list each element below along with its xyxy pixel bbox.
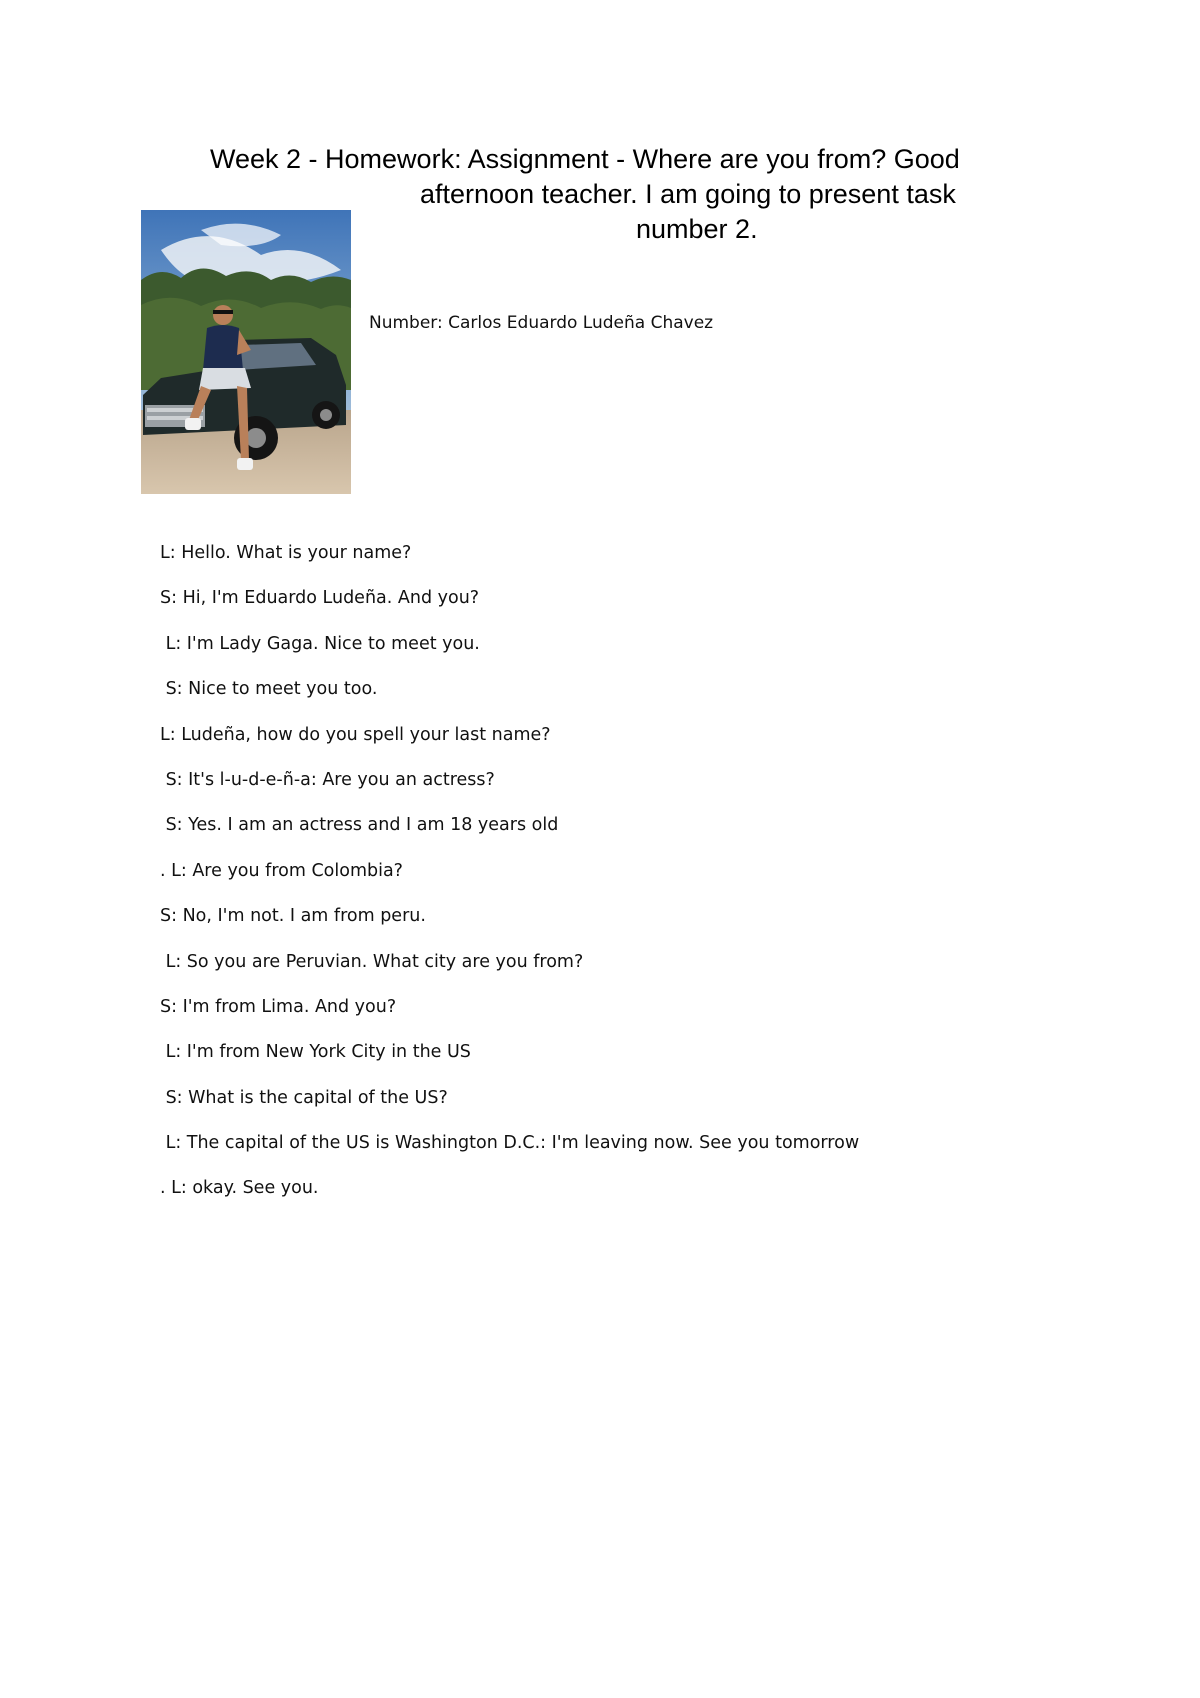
dialogue-line: L: So you are Peruvian. What city are you from? — [160, 951, 584, 972]
title-line-1: Week 2 - Homework: Assignment - Where are you from? Good — [210, 144, 960, 174]
dialogue-line: S: Hi, I'm Eduardo Ludeña. And you? — [160, 588, 480, 609]
title-line-3: number 2. — [636, 214, 758, 244]
dialogue-line: S: Nice to meet you too. — [160, 679, 378, 700]
person-on-truck-photo — [141, 210, 351, 494]
dialogue-line: S: I'm from Lima. And you? — [160, 996, 397, 1017]
dialogue-line: . L: Are you from Colombia? — [160, 860, 403, 881]
dialogue-line: L: Hello. What is your name? — [160, 543, 412, 563]
student-name: Number: Carlos Eduardo Ludeña Chavez — [369, 313, 714, 333]
dialogue-line: S: Yes. I am an actress and I am 18 years old — [160, 815, 559, 836]
photo-illustration — [141, 210, 351, 494]
dialogue-line: L: I'm from New York City in the US — [160, 1042, 471, 1063]
title-line-2: afternoon teacher. I am going to present task — [420, 179, 956, 209]
dialogue-line: S: What is the capital of the US? — [160, 1087, 448, 1108]
dialogue-line: S: No, I'm not. I am from peru. — [160, 906, 426, 927]
dialogue-line: L: Ludeña, how do you spell your last name? — [160, 724, 551, 745]
dialogue-list — [160, 539, 859, 1220]
dialogue-line: L: The capital of the US is Washington D.C.: I'm leaving now. See you tomorrow — [160, 1133, 860, 1154]
dialogue-line: L: I'm Lady Gaga. Nice to meet you. — [160, 633, 480, 654]
dialogue-line: S: It's l-u-d-e-ñ-a: Are you an actress? — [160, 769, 495, 790]
dialogue-line: . L: okay. See you. — [160, 1178, 319, 1199]
